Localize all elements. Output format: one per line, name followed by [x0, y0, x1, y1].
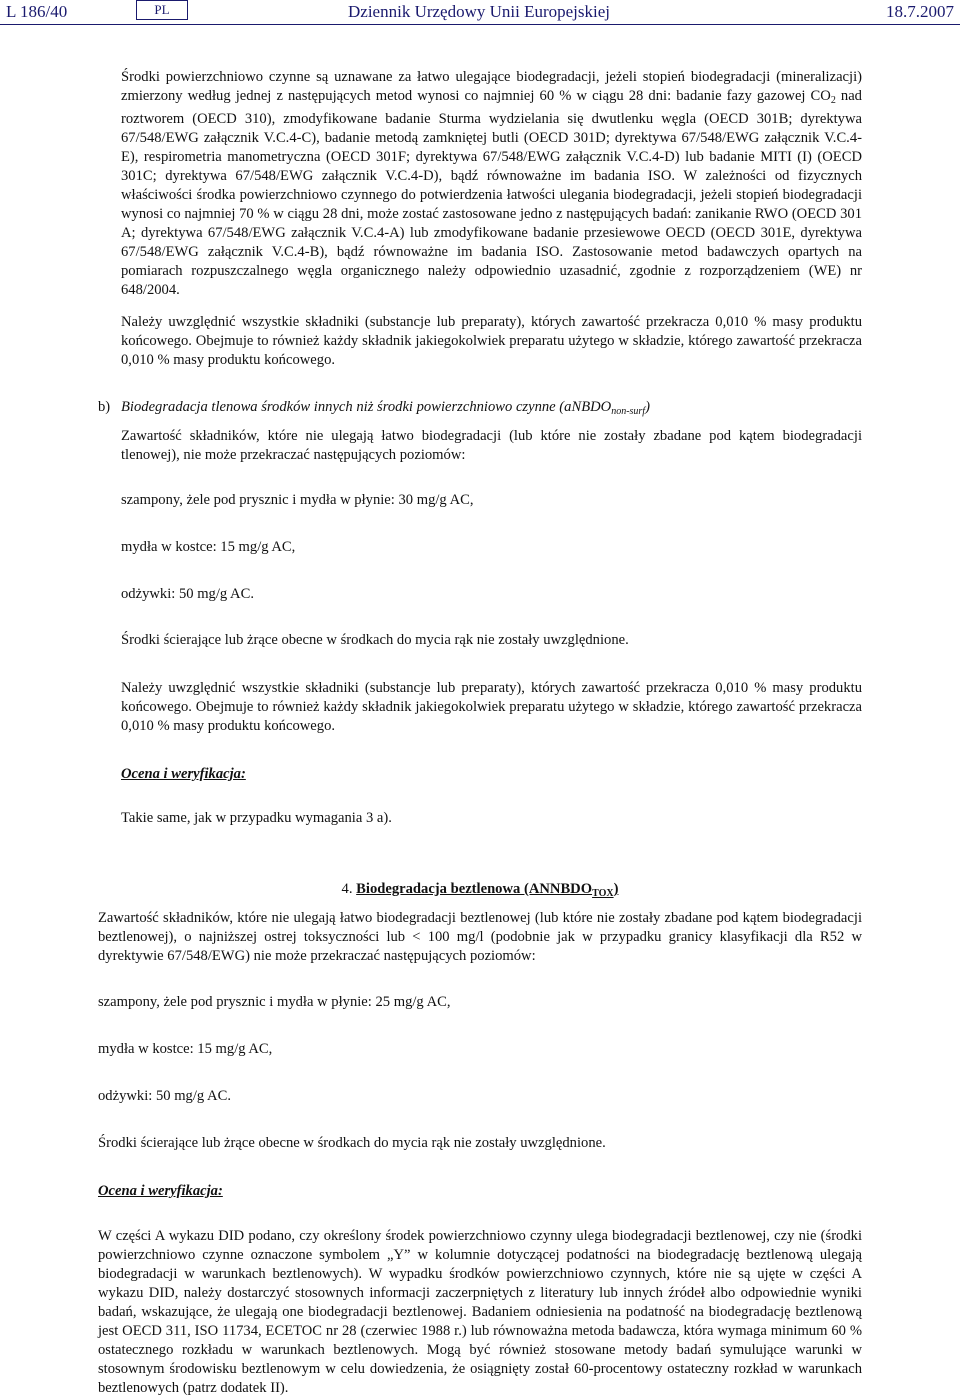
header-rule: [0, 24, 960, 25]
language-badge: PL: [136, 0, 188, 20]
section-4-heading: [0, 880, 960, 903]
paragraph-anaerobic-limits: Zawartość składników, które nie ulegają łatwo biodegradacji beztlenowej (lub które nie zostały zbadane pod kątem biodegradacji beztlenowej), o najniższej ostrej toksyczności lub < 100 mg/l (podobnie jak w przypadku granicy klasyfikacji dla R52 w dyrektywie 67/548/EWG) nie może przekraczać następujących poziomów:: [98, 910, 862, 964]
publication-date: 18.7.2007: [886, 2, 954, 21]
paragraph-did-list-anaerobic: W części A wykazu DID podano, czy określony środek powierzchniowo czynny ulega biodegradacji beztlenowej, czy nie (środki powierzchniowo czynne oznaczone symbolem „Y” w kolumnie dotyczącej podatności na biodegradację beztlenową ulegają biodegradacji w warunkach beztlenowych). W wypadku środków powierzchniowo czynnych, które nie są ujęte w części A wykazu DID, należy dostarczyć stosownych informacji zaczerpniętych z literatury lub innych źródeł albo odpowiednie wyniki badań, wskazujące, że ulegają one biodegradacji beztlenowej. Badaniem odniesienia na podatność na biodegradację beztlenową jest OECD 311, ISO 11734, ECETOC nr 28 (czerwiec 1988 r.) lub równoważna metoda badawcza, która wymaga minimum 60 % ostatecznego rozkładu w warunkach beztlenowych. Mogą być również stosowane metody badań symulujące warunki w stosownym środowisku beztlenowym w celu dowiedzenia, że osiągnięty został 60-procentowy ostateczny rozkład w warunkach beztlenowych (patrz dodatek II).: [98, 1228, 862, 1396]
item-b-subscript: non-surf: [611, 406, 646, 417]
section-4-close: ): [613, 881, 619, 897]
paragraph-ingredients-threshold-1: Należy uwzględnić wszystkie składniki (substancje lub preparaty), których zawartość przekracza 0,010 % masy produktu końcowego. Obejmuje to również każdy składnik jakiegokolwiek preparatu użytego w składzie, którego zawartość przekracza 0,010 % masy produktu końcowego.: [121, 314, 862, 368]
paragraph-surfactants-biodegradation: [121, 68, 862, 300]
section-4-number: 4.: [341, 881, 353, 897]
paragraph-aerobic-limits: Zawartość składników, które nie ulegają łatwo biodegradacji (lub które nie zostały zbadane pod kątem biodegradacji tlenowej), nie może przekraczać następujących poziomów:: [121, 428, 862, 463]
list1-item-1: mydła w kostce: 15 mg/g AC,: [121, 539, 296, 555]
paragraph-ingredients-threshold-2: Należy uwzględnić wszystkie składniki (substancje lub preparaty), których zawartość przekracza 0,010 % masy produktu końcowego. Obejmuje to również każdy składnik jakiegokolwiek preparatu użytego w składzie, którego zawartość przekracza 0,010 % masy produktu końcowego.: [121, 680, 862, 734]
p1-text-a: Środki powierzchniowo czynne są uznawane za łatwo ulegające biodegradacji, jeżeli stopień biodegradacji (mineralizacji) zmierzony według jednej z następujących metod wynosi co najmniej 60 % w ciągu 28 dni: badanie fazy gazowej CO: [121, 69, 862, 104]
assessment-heading-1: Ocena i weryfikacja:: [121, 766, 246, 782]
p1-text-b: nad roztworem (OECD 310), zmodyfikowane badanie Sturma wydzielania się dwutlenku węgla (OECD 301B; dyrektywa 67/548/EWG załącznik V.C.4-C), badanie metodą zamkniętej butli (OECD 301D; dyrektywa 67/548/EWG załącznik V.C.4-E), respirometria manometryczna (OECD 301F; dyrektywa 67/548/EWG załącznik V.C.4-D) lub badanie MITI (I) (OECD 301C; dyrektywa 67/548/EWG załącznik V.C.4-D), bądź równoważne im badania ISO. W zależności od fizycznych właściwości środka powierzchniowo czynnego do potwierdzenia łatwości ulegania biodegradacji, jeżeli stopień biodegradacji wynosi co najmniej 70 % w ciągu 28 dni, może zostać zastosowane jedno z następujących badań: zanikanie RWO (OECD 301 A; dyrektywa 67/548/EWG załącznik V.C.4-A) lub zmodyfikowane badanie przesiewowe OECD (OECD 301E, dyrektywa 67/548/EWG załącznik V.C.4-B), bądź równoważne im badania ISO. Zastosowanie metod badawczych opartych na pomiarach rozpuszczalnego węgla organicznego należy odpowiednio uzasadnić, zgodnie z rozporządzeniem (WE) nr 648/2004.: [121, 88, 862, 298]
list1-item-2: odżywki: 50 mg/g AC.: [121, 586, 254, 602]
list2-item-2: odżywki: 50 mg/g AC.: [98, 1088, 231, 1104]
list1-item-0: szampony, żele pod prysznic i mydła w płynie: 30 mg/g AC,: [121, 492, 474, 508]
section-4-title: Biodegradacja beztlenowa (ANNBDO: [356, 881, 593, 897]
journal-title: Dziennik Urzędowy Unii Europejskiej: [348, 2, 611, 21]
paragraph-abrasives-2: Środki ścierające lub żrące obecne w środkach do mycia rąk nie zostały uwzględnione.: [98, 1135, 606, 1151]
item-b-close: ): [645, 399, 650, 415]
assessment-heading-2: Ocena i weryfikacja:: [98, 1183, 223, 1199]
section-4-subscript: TOX: [592, 888, 614, 899]
page-reference: L 186/40: [6, 2, 68, 21]
item-b-label: b): [98, 399, 111, 415]
list2-item-0: szampony, żele pod prysznic i mydła w płynie: 25 mg/g AC,: [98, 994, 451, 1010]
paragraph-abrasives-1: Środki ścierające lub żrące obecne w środkach do mycia rąk nie zostały uwzględnione.: [121, 632, 629, 648]
item-b-heading: [98, 398, 862, 421]
page-header: [0, 0, 960, 26]
list2-item-1: mydła w kostce: 15 mg/g AC,: [98, 1041, 273, 1057]
p1-subscript: 2: [830, 95, 836, 106]
item-b-title: Biodegradacja tlenowa środków innych niż środki powierzchniowo czynne (aNBDO: [121, 399, 612, 415]
paragraph-same-as-3a: Takie same, jak w przypadku wymagania 3 a).: [121, 810, 392, 826]
